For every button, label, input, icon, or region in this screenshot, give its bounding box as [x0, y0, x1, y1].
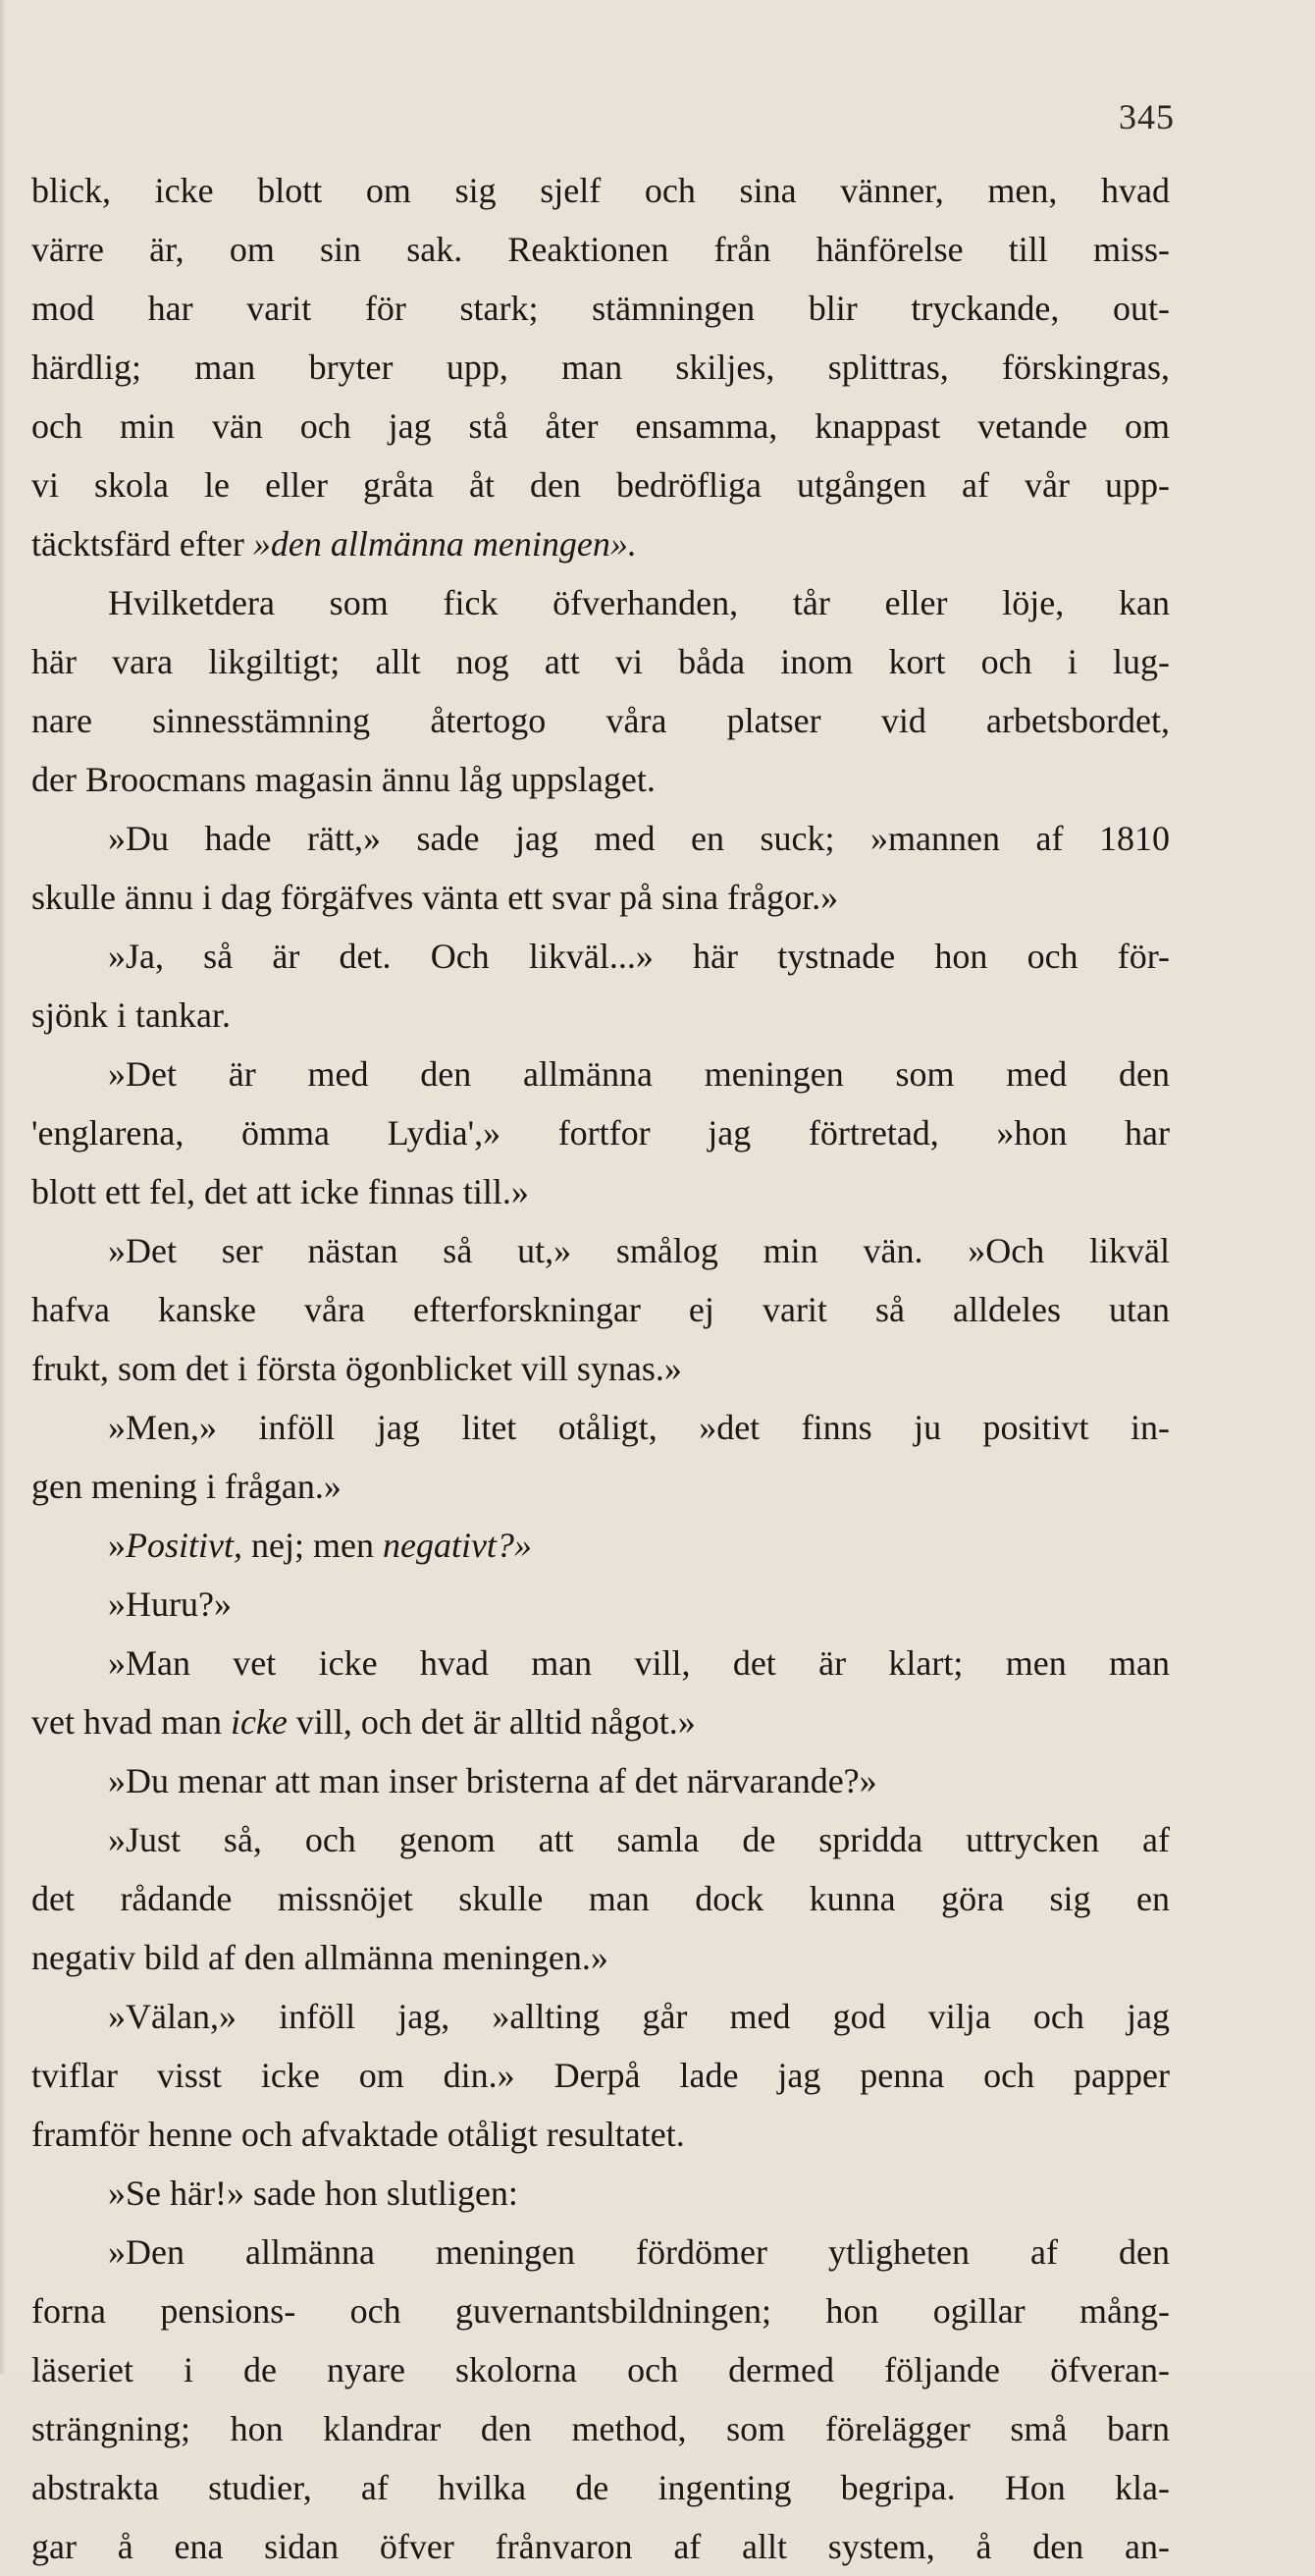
text-line	[31, 1516, 1170, 1575]
text-line: nare sinnesstämning återtogo våra platser vid arbetsbordet,	[31, 701, 1170, 740]
text-line	[31, 514, 1170, 573]
text-line: blott ett fel, det att icke finnas till.»	[31, 1172, 529, 1211]
text-line: »Du hade rätt,» sade jag med en suck; »mannen af 1810	[108, 819, 1170, 858]
text-line: gen mening i frågan.»	[31, 1467, 342, 1506]
text-line: »Huru?»	[108, 1584, 232, 1624]
text-line: »Välan,» inföll jag, »allting går med god vilja och jag	[108, 1997, 1170, 2036]
text-line: negativ bild af den allmänna meningen.»	[31, 1938, 608, 1977]
text-run: nej; men	[242, 1526, 383, 1565]
text-line: och min vän och jag stå åter ensamma, knappast vetande om	[31, 406, 1170, 446]
text-line: hafva kanske våra efterforskningar ej varit så alldeles utan	[31, 1290, 1170, 1329]
text-line: »Du menar att man inser bristerna af det närvarande?»	[108, 1761, 877, 1800]
text-run: vet hvad man	[31, 1702, 231, 1742]
text-line: der Broocmans magasin ännu låg uppslaget.	[31, 760, 656, 799]
text-line: 'englarena, ömma Lydia',» fortfor jag förtretad, »hon har	[31, 1113, 1170, 1153]
text-line: »Det ser nästan så ut,» smålog min vän. »Och likväl	[108, 1231, 1170, 1270]
text-line: abstrakta studier, af hvilka de ingenting begripa. Hon kla-	[31, 2468, 1170, 2507]
italic-phrase: negativt?»	[382, 1526, 532, 1565]
text-line: värre är, om sin sak. Reaktionen från hänförelse till miss-	[31, 230, 1170, 269]
text-line: »Det är med den allmänna meningen som med den	[108, 1054, 1170, 1094]
text-line: strängning; hon klandrar den method, som förelägger små barn	[31, 2409, 1170, 2448]
text-line: »Ja, så är det. Och likväl...» här tystnade hon och för-	[108, 937, 1170, 976]
italic-phrase: Positivt,	[126, 1526, 242, 1565]
text-run: täcktsfärd efter	[31, 524, 253, 564]
text-line: läseriet i de nyare skolorna och dermed följande öfveran-	[31, 2350, 1170, 2389]
page-number: 345	[1119, 97, 1175, 136]
text-line: det rådande missnöjet skulle man dock kunna göra sig en	[31, 1879, 1170, 1918]
text-line: »Den allmänna meningen fördömer ytligheten af den	[108, 2232, 1170, 2272]
text-line: skulle ännu i dag förgäfves vänta ett svar på sina frågor.»	[31, 878, 839, 917]
scan-edge	[0, 0, 6, 2374]
text-line: tviflar visst icke om din.» Derpå lade jag penna och papper	[31, 2056, 1170, 2095]
italic-phrase: icke	[230, 1702, 288, 1742]
text-line: Hvilketdera som fick öfverhanden, tår eller löje, kan	[108, 583, 1170, 622]
body-text	[31, 161, 1170, 2576]
text-line: härdlig; man bryter upp, man skiljes, splittras, förskingras,	[31, 348, 1170, 387]
text-line	[31, 1692, 1170, 1751]
text-line: gar å ena sidan öfver frånvaron af allt system, å den an-	[31, 2527, 1170, 2566]
text-line: frukt, som det i första ögonblicket vill synas.»	[31, 1349, 682, 1388]
italic-phrase: »den allmänna meningen».	[252, 524, 637, 564]
text-line: framför henne och afvaktade otåligt resultatet.	[31, 2115, 685, 2154]
text-line: »Just så, och genom att samla de spridda uttrycken af	[108, 1820, 1170, 1859]
text-line: »Men,» inföll jag litet otåligt, »det finns ju positivt in-	[108, 1408, 1170, 1447]
text-line: forna pensions- och guvernantsbildningen; hon ogillar mång-	[31, 2291, 1170, 2331]
text-line: »Man vet icke hvad man vill, det är klart; men man	[108, 1643, 1170, 1683]
text-run: vill, och det är alltid något.»	[287, 1702, 696, 1742]
text-line: sjönk i tankar.	[31, 995, 231, 1035]
text-line: här vara likgiltigt; allt nog att vi båda inom kort och i lug-	[31, 642, 1170, 681]
text-line: mod har varit för stark; stämningen blir tryckande, out-	[31, 289, 1170, 328]
text-run: »	[108, 1526, 126, 1565]
text-line: blick, icke blott om sig sjelf och sina vänner, men, hvad	[31, 171, 1170, 210]
text-line: »Se här!» sade hon slutligen:	[108, 2174, 518, 2213]
text-line: vi skola le eller gråta åt den bedröfliga utgången af vår upp-	[31, 465, 1170, 505]
